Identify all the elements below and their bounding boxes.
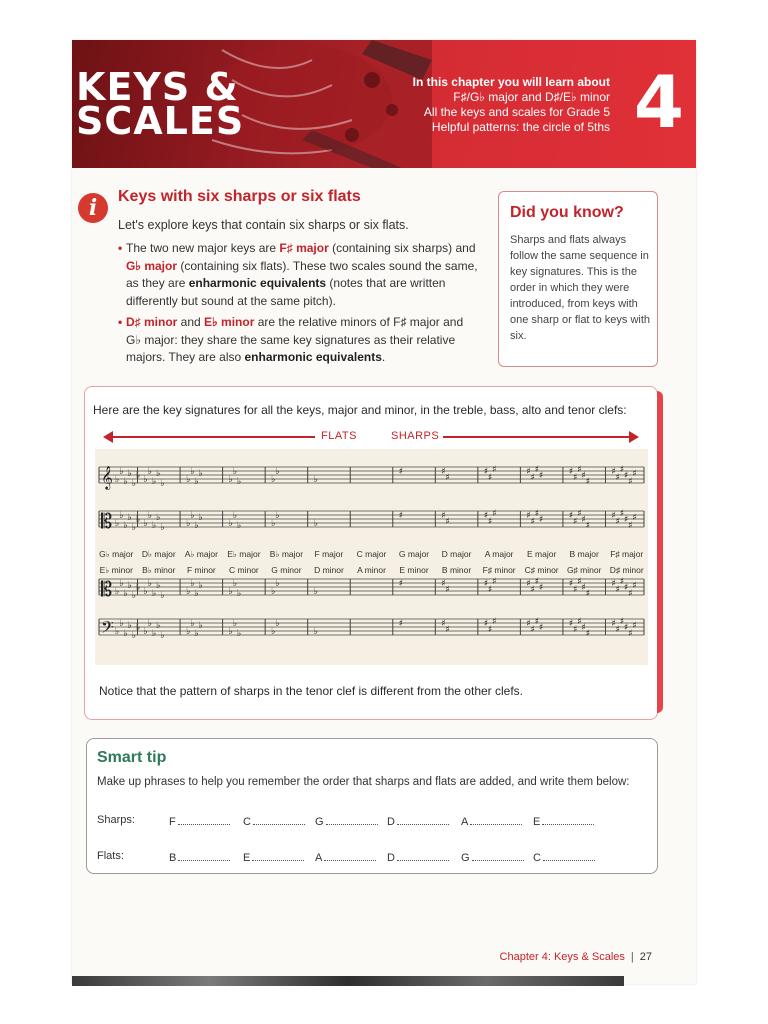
sharp-icon: ♯ (624, 623, 629, 633)
sharp-icon: ♯ (577, 465, 582, 475)
sharp-icon: ♯ (526, 579, 531, 589)
sharp-icon: ♯ (441, 579, 446, 589)
flat-icon: ♭ (194, 629, 199, 639)
answer-blank[interactable] (397, 850, 449, 861)
tenor-clef-icon: 𝄡 (101, 577, 113, 601)
sharp-icon: ♯ (398, 579, 404, 589)
flat-icon: ♭ (275, 579, 280, 589)
sharp-icon: ♯ (577, 617, 582, 627)
sharp-icon: ♯ (530, 473, 535, 483)
section-intro: Let's explore keys that contain six sharps or six flats. (118, 218, 409, 232)
sharp-icon: ♯ (619, 509, 625, 519)
alto-clef-icon: 𝄡 (101, 509, 113, 533)
major-key-name: E major (526, 549, 557, 559)
sharps-arrow-line (443, 436, 633, 438)
flat-icon: ♭ (228, 587, 233, 597)
tip-letter-cell (533, 814, 594, 828)
sharp-icon: ♯ (538, 583, 544, 593)
major-key-name: G major (398, 549, 430, 559)
key-signatures-panel (84, 386, 658, 720)
sharp-icon: ♯ (611, 619, 616, 629)
major-key-name: D major (441, 549, 472, 559)
answer-blank[interactable] (324, 850, 376, 861)
sharp-icon: ♯ (483, 619, 489, 629)
sharp-icon: ♯ (585, 589, 591, 599)
answer-blank[interactable] (397, 814, 449, 825)
tip-letter: D (387, 852, 395, 864)
flat-icon: ♭ (237, 521, 242, 531)
major-key-name: A♭ major (184, 549, 218, 559)
sharp-icon: ♯ (492, 617, 497, 627)
sharp-icon: ♯ (398, 511, 404, 521)
flat-icon: ♭ (190, 619, 195, 629)
sharp-icon: ♯ (534, 577, 540, 587)
answer-blank[interactable] (542, 814, 594, 825)
minor-key-name: F minor (186, 565, 216, 575)
flat-icon: ♭ (115, 627, 120, 637)
staff (99, 465, 644, 490)
footer-chapter: Chapter 4: Keys & Scales (499, 951, 625, 963)
bullet-major-keys (118, 240, 478, 310)
minor-key-name: E♭ minor (99, 565, 133, 575)
sharp-icon: ♯ (624, 515, 629, 525)
textbook-page (72, 40, 696, 984)
staff (99, 509, 644, 533)
answer-blank[interactable] (543, 850, 595, 861)
tip-letter: A (315, 852, 323, 864)
flats-label: FLATS (321, 430, 357, 442)
flat-icon: ♭ (271, 475, 276, 485)
sharps-arrow-head (629, 431, 639, 443)
sharp-icon: ♯ (632, 621, 637, 631)
sharp-icon: ♯ (628, 521, 633, 531)
flat-icon: ♭ (156, 581, 161, 591)
flat-icon: ♭ (123, 589, 128, 599)
flat-icon: ♭ (119, 467, 124, 477)
flat-icon: ♭ (131, 479, 137, 489)
flat-icon: ♭ (228, 475, 233, 485)
flats-arrow-head (103, 431, 113, 443)
flat-icon: ♭ (151, 521, 157, 531)
sharp-icon: ♯ (398, 467, 404, 477)
flat-icon: ♭ (127, 581, 132, 591)
sharp-icon: ♯ (488, 517, 493, 527)
flat-icon: ♭ (136, 515, 141, 525)
sharp-icon: ♯ (534, 617, 540, 627)
answer-blank[interactable] (472, 850, 524, 861)
minor-key-name: B minor (441, 565, 472, 575)
flat-icon: ♭ (131, 591, 137, 601)
answer-blank[interactable] (178, 850, 230, 861)
flat-icon: ♭ (160, 479, 165, 489)
sharp-icon: ♯ (483, 579, 489, 589)
major-key-name: G♭ major (99, 549, 134, 559)
minor-key-name: G♯ minor (566, 565, 602, 575)
sharp-icon: ♯ (398, 619, 404, 629)
flat-icon: ♭ (160, 591, 165, 601)
flat-icon: ♭ (186, 475, 191, 485)
smart-tip-box (86, 738, 658, 874)
sharp-icon: ♯ (441, 511, 446, 521)
sharp-icon: ♯ (585, 477, 591, 487)
sharp-icon: ♯ (568, 511, 574, 521)
sharp-icon: ♯ (445, 625, 450, 635)
sharp-icon: ♯ (534, 465, 540, 475)
chapter-title (76, 65, 245, 143)
info-icon: i (78, 193, 108, 223)
tip-letter-cell (243, 814, 305, 828)
flat-icon: ♭ (160, 523, 165, 533)
treble-clef-icon: 𝄞 (101, 465, 113, 489)
page-number: 27 (639, 951, 652, 963)
flat-icon: ♭ (271, 587, 276, 597)
sharp-icon: ♯ (530, 585, 535, 595)
bullet-text: The two new major keys are F♯ major (containing six sharps) and G♭ major (containing six flats). These two scales sound the same, as they are enharmonic equivalents (notes that are written differently but sound at the same pitch). (126, 241, 478, 308)
tip-letter-cell (387, 814, 449, 828)
tip-letter: D (387, 816, 395, 828)
tip-letter: G (315, 816, 324, 828)
flat-icon: ♭ (198, 469, 203, 479)
sharp-icon: ♯ (611, 579, 616, 589)
flat-icon: ♭ (186, 627, 191, 637)
sharp-icon: ♯ (632, 581, 637, 591)
sharp-icon: ♯ (628, 477, 633, 487)
sharp-icon: ♯ (538, 515, 544, 525)
learning-objectives (413, 75, 610, 135)
sharp-icon: ♯ (615, 625, 621, 635)
flat-icon: ♭ (156, 621, 161, 631)
tip-letter-cell (461, 850, 524, 864)
sharp-icon: ♯ (530, 625, 535, 635)
flat-icon: ♭ (119, 619, 124, 629)
section-title: Keys with six sharps or six flats (118, 188, 361, 205)
minor-key-name: C minor (228, 565, 259, 575)
flat-icon: ♭ (123, 521, 128, 531)
chapter-banner (72, 40, 696, 168)
tip-letter: C (533, 852, 541, 864)
flat-icon: ♭ (190, 511, 195, 521)
sharp-icon: ♯ (538, 623, 544, 633)
major-key-name: A major (484, 549, 514, 559)
sharp-icon: ♯ (577, 509, 582, 519)
section-bullets (118, 240, 478, 371)
sharp-icon: ♯ (585, 521, 591, 531)
major-key-name: E♭ major (227, 549, 261, 559)
sharp-icon: ♯ (445, 585, 450, 595)
tip-letter: G (461, 852, 470, 864)
chapter-number: 4 (633, 60, 684, 144)
sharp-icon: ♯ (568, 579, 574, 589)
flat-icon: ♭ (119, 511, 124, 521)
did-you-know-box (498, 191, 658, 367)
sharp-icon: ♯ (573, 585, 578, 595)
page-footer (500, 951, 652, 963)
sharp-icon: ♯ (615, 473, 621, 483)
sharp-icon: ♯ (619, 465, 625, 475)
flat-icon: ♭ (115, 475, 120, 485)
flat-icon: ♭ (237, 629, 242, 639)
major-key-name: B major (569, 549, 599, 559)
sharp-icon: ♯ (445, 473, 450, 483)
answer-blank[interactable] (253, 814, 305, 825)
flats-arrow-line (107, 436, 315, 438)
sharp-icon: ♯ (581, 583, 586, 593)
sharp-icon: ♯ (492, 465, 497, 475)
sharp-icon: ♯ (619, 617, 625, 627)
footer-separator: | (630, 951, 634, 963)
flat-icon: ♭ (190, 579, 195, 589)
sharp-icon: ♯ (492, 577, 497, 587)
sharp-icon: ♯ (526, 467, 531, 477)
minor-key-name: F♯ minor (482, 565, 516, 575)
flat-icon: ♭ (194, 521, 199, 531)
answer-blank[interactable] (326, 814, 378, 825)
flat-icon: ♭ (275, 511, 280, 521)
flat-icon: ♭ (228, 519, 233, 529)
tip-letter-cell (243, 850, 304, 864)
flat-icon: ♭ (127, 513, 132, 523)
sharp-icon: ♯ (624, 583, 629, 593)
flat-icon: ♭ (147, 511, 152, 521)
flat-icon: ♭ (198, 513, 203, 523)
sharp-icon: ♯ (632, 513, 637, 523)
flat-icon: ♭ (136, 471, 141, 481)
staff (99, 617, 644, 641)
flat-icon: ♭ (131, 631, 137, 641)
sharps-label: SHARPS (391, 430, 440, 442)
answer-blank[interactable] (470, 814, 522, 825)
flat-icon: ♭ (127, 469, 132, 479)
flat-icon: ♭ (275, 619, 280, 629)
learning-item: All the keys and scales for Grade 5 (423, 105, 610, 119)
flat-icon: ♭ (143, 475, 148, 485)
flat-icon: ♭ (136, 623, 141, 633)
tip-letter: E (243, 852, 251, 864)
flat-icon: ♭ (228, 627, 233, 637)
flat-icon: ♭ (271, 519, 276, 529)
key-names-rows (95, 549, 648, 583)
sharp-icon: ♯ (538, 471, 544, 481)
sharp-icon: ♯ (483, 467, 489, 477)
flat-icon: ♭ (237, 477, 242, 487)
sharp-icon: ♯ (628, 629, 633, 639)
flat-icon: ♭ (147, 619, 152, 629)
tip-letter: B (169, 852, 177, 864)
did-you-know-title: Did you know? (510, 204, 624, 221)
tip-letter-cell (461, 814, 522, 828)
flat-icon: ♭ (123, 629, 128, 639)
sharp-icon: ♯ (530, 517, 535, 527)
major-key-name: B♭ major (269, 549, 304, 559)
key-panel-note: Notice that the pattern of sharps in the tenor clef is different from the other clefs. (99, 684, 524, 698)
sharp-icon: ♯ (581, 515, 586, 525)
bullet-marker: • (118, 315, 123, 329)
flat-icon: ♭ (313, 627, 318, 637)
flat-icon: ♭ (186, 587, 191, 597)
learning-item: F♯/G♭ major and D♯/E♭ minor (453, 90, 610, 104)
minor-key-name: G minor (271, 565, 302, 575)
sharp-icon: ♯ (568, 619, 574, 629)
sharp-icon: ♯ (628, 589, 633, 599)
learning-heading: In this chapter you will learn about (412, 75, 610, 89)
sharp-icon: ♯ (615, 585, 621, 595)
flat-icon: ♭ (160, 631, 165, 641)
flat-icon: ♭ (127, 621, 132, 631)
flat-icon: ♭ (143, 587, 148, 597)
sharp-icon: ♯ (445, 517, 450, 527)
flat-icon: ♭ (131, 523, 137, 533)
scan-edge (72, 976, 624, 986)
tip-letter-cell (169, 850, 230, 864)
tip-letter: F (169, 816, 176, 828)
flat-icon: ♭ (115, 587, 120, 597)
flat-icon: ♭ (237, 589, 242, 599)
key-panel-intro: Here are the key signatures for all the keys, major and minor, in the treble, bass, alto and tenor clefs: (93, 403, 627, 417)
flat-icon: ♭ (119, 579, 124, 589)
flat-icon: ♭ (143, 519, 148, 529)
answer-blank[interactable] (252, 850, 304, 861)
flat-icon: ♭ (143, 627, 148, 637)
flat-icon: ♭ (232, 467, 238, 477)
sharp-icon: ♯ (573, 625, 578, 635)
major-key-name: F major (314, 549, 344, 559)
answer-blank[interactable] (178, 814, 230, 825)
sharp-icon: ♯ (488, 625, 493, 635)
flat-icon: ♭ (147, 467, 152, 477)
minor-key-name: A minor (357, 565, 386, 575)
flat-icon: ♭ (190, 467, 195, 477)
flat-icon: ♭ (156, 469, 161, 479)
flat-icon: ♭ (232, 619, 238, 629)
flat-icon: ♭ (313, 519, 318, 529)
sharp-icon: ♯ (526, 511, 531, 521)
flat-icon: ♭ (232, 579, 238, 589)
flat-icon: ♭ (198, 581, 203, 591)
sharp-icon: ♯ (585, 629, 591, 639)
sharp-icon: ♯ (483, 511, 489, 521)
sharp-icon: ♯ (488, 585, 493, 595)
flat-icon: ♭ (186, 519, 191, 529)
flat-icon: ♭ (147, 579, 152, 589)
major-key-name: F♯ major (610, 549, 644, 559)
bass-clef-icon: 𝄢 (101, 617, 114, 641)
chapter-title-line2: SCALES (76, 99, 245, 143)
smart-tip-description: Make up phrases to help you remember the order that sharps and flats are added, and write them below: (97, 776, 630, 788)
flat-icon: ♭ (198, 621, 203, 631)
major-key-name: C major (356, 549, 387, 559)
tip-letter-cell (533, 850, 595, 864)
flat-icon: ♭ (275, 467, 280, 477)
tip-letter-cell (315, 850, 376, 864)
sharp-icon: ♯ (568, 467, 574, 477)
sharp-icon: ♯ (581, 623, 586, 633)
bullet-marker: • (118, 241, 123, 255)
sharp-icon: ♯ (632, 469, 637, 479)
flat-icon: ♭ (151, 477, 157, 487)
minor-key-name: D♯ minor (609, 565, 644, 575)
flat-icon: ♭ (136, 583, 141, 593)
tip-letter: C (243, 816, 251, 828)
sharp-icon: ♯ (611, 511, 616, 521)
smart-tip-title: Smart tip (97, 749, 167, 766)
sharp-icon: ♯ (573, 473, 578, 483)
minor-key-name: B♭ minor (142, 565, 176, 575)
tip-letter: A (461, 816, 469, 828)
sharp-icon: ♯ (611, 467, 616, 477)
flat-icon: ♭ (271, 627, 276, 637)
sharp-icon: ♯ (619, 577, 625, 587)
tip-letter-cell (387, 850, 449, 864)
bullet-text: D♯ minor and E♭ minor are the relative minors of F♯ major and G♭ major: they share the same key signatures as their relative majors. They are also enharmonic equivalents. (126, 315, 464, 364)
sharp-icon: ♯ (526, 619, 531, 629)
tip-letter-cell (315, 814, 378, 828)
sharp-icon: ♯ (492, 509, 497, 519)
flat-icon: ♭ (194, 589, 199, 599)
sharp-icon: ♯ (624, 471, 629, 481)
flat-icon: ♭ (232, 511, 238, 521)
sharp-icon: ♯ (534, 509, 540, 519)
flat-icon: ♭ (151, 589, 157, 599)
sharp-icon: ♯ (441, 467, 446, 477)
sharp-icon: ♯ (488, 473, 493, 483)
sharp-icon: ♯ (615, 517, 621, 527)
flat-icon: ♭ (123, 477, 128, 487)
tip-letter-cell (169, 814, 230, 828)
flat-icon: ♭ (313, 587, 318, 597)
sharps-row-label: Sharps: (97, 814, 135, 826)
chapter-title-line1: KEYS & (76, 65, 239, 109)
flats-row-label: Flats: (97, 850, 124, 862)
flat-icon: ♭ (194, 477, 199, 487)
minor-key-name: C♯ minor (524, 565, 559, 575)
did-you-know-body: Sharps and flats always follow the same sequence in key signatures. This is the order in which they were introduced, from keys with one sharp or flat to keys with six. (510, 234, 651, 342)
minor-key-name: E minor (399, 565, 429, 575)
bullet-minor-keys (118, 314, 478, 367)
major-key-name: D♭ major (141, 549, 176, 559)
minor-key-name: D minor (314, 565, 344, 575)
sharp-icon: ♯ (577, 577, 582, 587)
flat-icon: ♭ (313, 475, 318, 485)
sharp-icon: ♯ (573, 517, 578, 527)
flat-icon: ♭ (115, 519, 120, 529)
tip-letter: E (533, 816, 541, 828)
sharp-icon: ♯ (441, 619, 446, 629)
flat-icon: ♭ (151, 629, 157, 639)
sharp-icon: ♯ (581, 471, 586, 481)
learning-item: Helpful patterns: the circle of 5ths (431, 120, 610, 134)
panel-accent-bar (657, 391, 663, 713)
flat-icon: ♭ (156, 513, 161, 523)
